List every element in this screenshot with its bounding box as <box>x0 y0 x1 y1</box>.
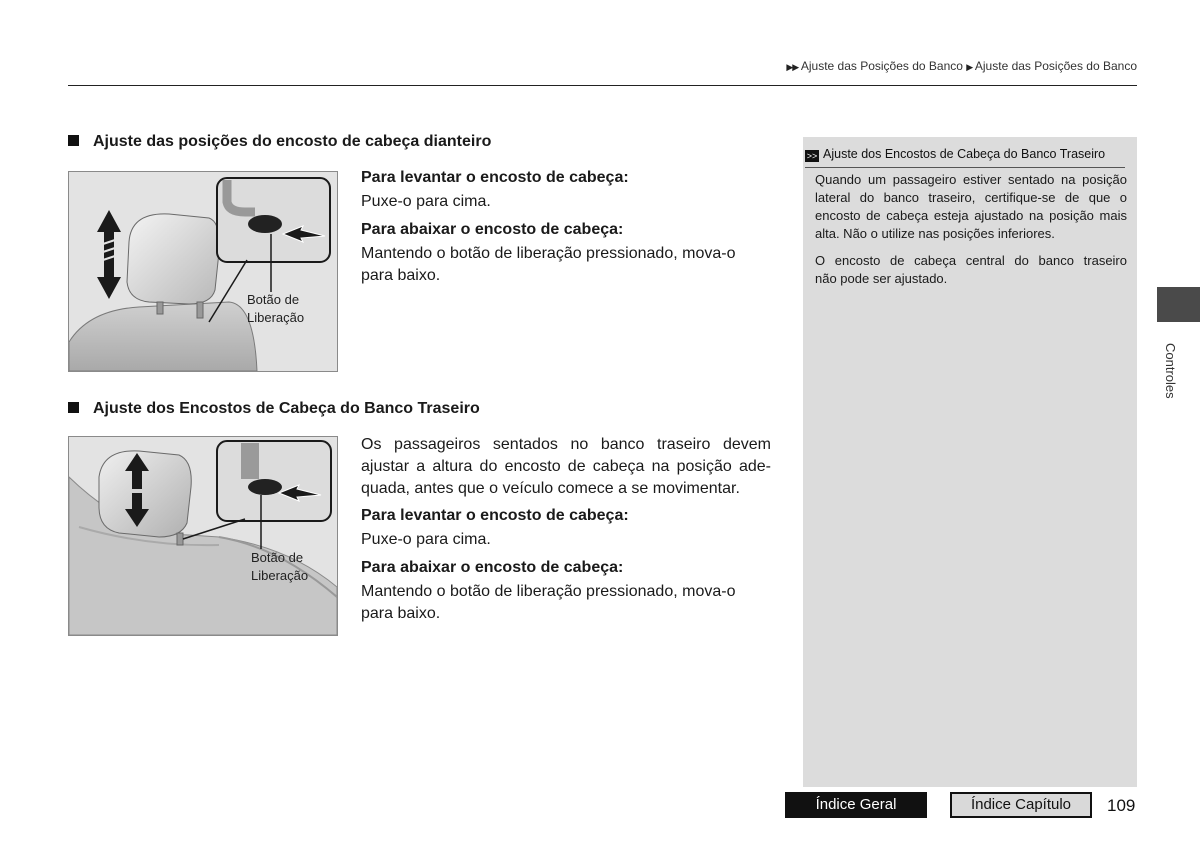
index-general-button[interactable]: Índice Geral <box>785 792 927 818</box>
double-chevron-icon: >> <box>806 151 818 161</box>
note-panel-rule <box>805 167 1125 168</box>
square-bullet-icon <box>68 402 79 413</box>
breadcrumb-item-1[interactable]: Ajuste das Posições do Banco <box>800 59 963 73</box>
release-button-callout-front: Botão de Liberação <box>247 292 305 325</box>
breadcrumb-item-2[interactable]: Ajuste das Posições do Banco <box>974 59 1137 73</box>
up-down-arrow-icon <box>97 210 121 299</box>
front-raise-heading: Para levantar o encosto de cabeça: <box>361 169 629 186</box>
rear-headrest-drawing <box>69 437 337 635</box>
front-lower-text: Mantendo o botão de liberação pressionado, mova-o para baixo. <box>361 245 736 284</box>
section-title-front: Ajuste das posições do encosto de cabeça dianteiro <box>68 133 491 151</box>
chapter-tab[interactable] <box>1157 287 1200 322</box>
release-button-callout-rear: Botão de Liberação <box>251 550 309 583</box>
play-icon: ▶ <box>966 62 973 72</box>
page-number: 109 <box>1107 796 1136 815</box>
rear-raise-text: Puxe-o para cima. <box>361 531 491 548</box>
rear-headrest-illustration <box>68 436 338 636</box>
note-panel-heading[interactable]: >> Ajuste dos Encostos de Cabeça do Banco Traseiro <box>806 147 1106 161</box>
index-chapter-button[interactable]: Índice Capítulo <box>950 792 1092 818</box>
front-lower-heading: Para abaixar o encosto de cabeça: <box>361 221 624 238</box>
rear-raise-heading: Para levantar o encosto de cabeça: <box>361 507 629 524</box>
front-headrest-drawing <box>69 172 337 371</box>
rear-intro-text: Os passageiros sentados no banco traseiro devem ajustar a altura do encosto de cabeça na posição ade- quada, antes que o veículo comece a se movimentar. <box>361 436 771 497</box>
front-raise-text: Puxe-o para cima. <box>361 193 491 210</box>
note-paragraph-1: Quando um passageiro estiver sentado na posição lateral do banco traseiro, certifique-se de que o encosto de cabeça esteja ajustado na posição mais alta. Não o utilize nas posições inferiores. <box>815 172 1127 241</box>
note-paragraph-2: O encosto de cabeça central do banco traseiro não pode ser ajustado. <box>815 253 1127 286</box>
section-title-rear: Ajuste dos Encostos de Cabeça do Banco Traseiro <box>68 400 480 418</box>
square-bullet-icon <box>68 135 79 146</box>
rear-lower-heading: Para abaixar o encosto de cabeça: <box>361 559 624 576</box>
front-headrest-illustration <box>68 171 338 372</box>
breadcrumb <box>640 59 1137 73</box>
rear-lower-text: Mantendo o botão de liberação pressionado, mova-o para baixo. <box>361 583 736 622</box>
chapter-tab-label: Controles <box>1163 343 1178 399</box>
header-rule <box>68 85 1137 86</box>
double-play-icon: ▶▶ <box>786 62 799 72</box>
